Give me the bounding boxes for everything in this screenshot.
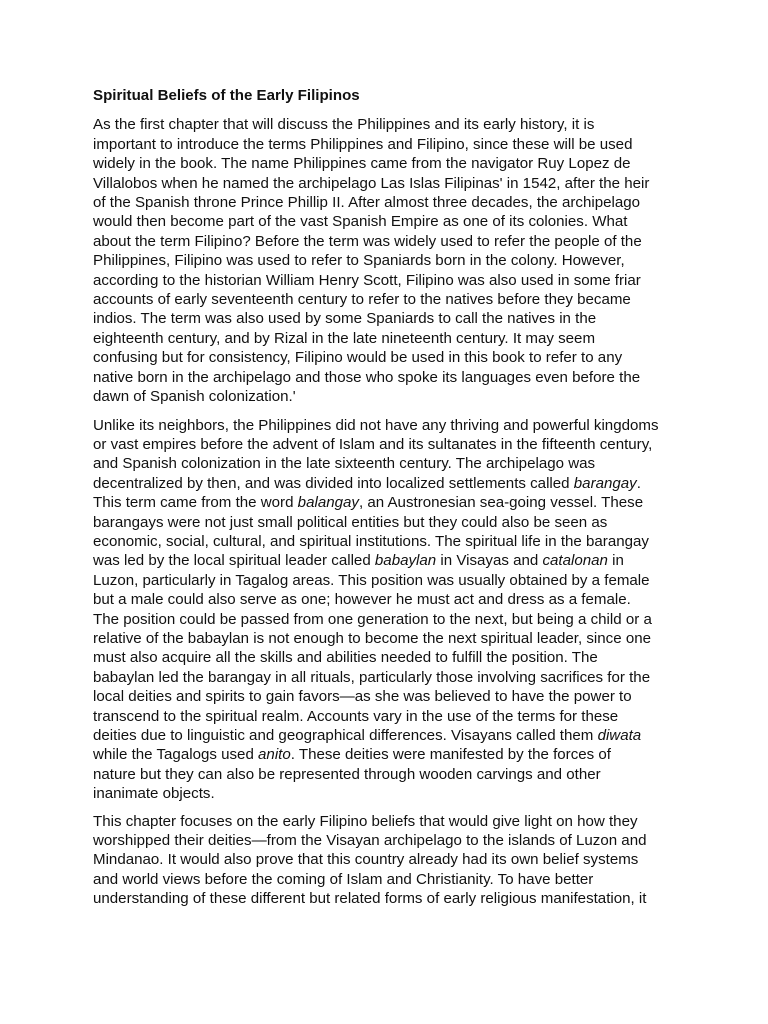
text-line — [93, 707, 693, 726]
text-segment: babaylan led the barangay in all rituals, particularly those involving sacrifices for the — [93, 668, 651, 686]
text-line — [93, 831, 693, 850]
italic-term: catalonan — [542, 552, 608, 570]
text-line — [93, 850, 693, 869]
text-segment: relative of the babaylan is not enough to become the next spiritual leader, since one — [93, 629, 651, 647]
text-line — [93, 387, 693, 406]
paragraphs-container — [93, 115, 693, 908]
paragraph-1 — [93, 115, 693, 406]
text-segment: important to introduce the terms Philippines and Filipino, since these will be used — [93, 135, 633, 153]
document-body — [93, 86, 693, 917]
text-segment: The position could be passed from one generation to the next, but being a child or a — [93, 610, 652, 628]
text-segment: inanimate objects. — [93, 785, 215, 803]
italic-term: balangay — [297, 494, 359, 512]
text-line — [93, 532, 693, 551]
text-line — [93, 812, 693, 831]
text-line — [93, 154, 693, 173]
text-segment: dawn of Spanish colonization.' — [93, 388, 296, 406]
text-segment: in Visayas and — [436, 552, 543, 570]
text-segment: This term came from the word — [93, 494, 298, 512]
text-line — [93, 115, 693, 134]
text-line — [93, 571, 693, 590]
text-line — [93, 416, 693, 435]
text-segment: nature but they can also be represented through wooden carvings and other — [93, 765, 601, 783]
text-line — [93, 668, 693, 687]
text-line — [93, 329, 693, 348]
text-line — [93, 174, 693, 193]
text-line — [93, 232, 693, 251]
text-line — [93, 726, 693, 745]
text-segment: native born in the archipelago and those who spoke its languages even before the — [93, 368, 641, 386]
text-segment: Villalobos when he named the archipelago Las Islas Filipinas' in 1542, after the heir — [93, 174, 650, 192]
text-line — [93, 251, 693, 270]
text-line — [93, 348, 693, 367]
text-segment: worshipped their deities—from the Visayan archipelago to the islands of Luzon and — [93, 832, 647, 850]
text-line — [93, 474, 693, 493]
text-line — [93, 193, 693, 212]
text-line — [93, 493, 693, 512]
italic-term: anito — [258, 746, 291, 764]
text-segment: Philippines, Filipino was used to refer to Spaniards born in the colony. However, — [93, 252, 625, 270]
text-segment: according to the historian William Henry Scott, Filipino was also used in some friar — [93, 271, 641, 289]
text-segment: This chapter focuses on the early Filipino beliefs that would give light on how they — [93, 812, 638, 830]
text-segment: Unlike its neighbors, the Philippines did not have any thriving and powerful kingdoms — [93, 416, 659, 434]
text-line — [93, 889, 693, 908]
paragraph-3 — [93, 812, 693, 909]
text-segment: transcend to the spiritual realm. Accounts vary in the use of the terms for these — [93, 707, 619, 725]
text-segment: in — [607, 552, 624, 570]
text-line — [93, 590, 693, 609]
text-segment: understanding of these different but related forms of early religious manifestation, it — [93, 890, 647, 908]
text-line — [93, 368, 693, 387]
italic-term: barangay — [573, 474, 637, 492]
text-segment: barangays were not just small political entities but they could also be seen as — [93, 513, 608, 531]
text-segment: of the Spanish throne Prince Phillip II. After almost three decades, the archipelago — [93, 194, 641, 212]
text-segment: Mindanao. It would also prove that this country already had its own belief systems — [93, 851, 639, 869]
text-segment: accounts of early seventeenth century to refer to the natives before they became — [93, 291, 631, 309]
text-line — [93, 309, 693, 328]
text-line — [93, 290, 693, 309]
text-line — [93, 745, 693, 764]
text-segment: but a male could also serve as one; however he must act and dress as a female. — [93, 591, 631, 609]
text-segment: . — [636, 474, 641, 492]
text-segment: deities due to linguistic and geographical differences. Visayans called them — [93, 727, 598, 744]
text-segment: , an Austronesian sea-going vessel. These — [358, 494, 644, 512]
text-line — [93, 212, 693, 231]
text-segment: about the term Filipino? Before the term was widely used to refer the people of the — [93, 232, 642, 250]
text-line — [93, 784, 693, 803]
text-segment: while the Tagalogs used — [93, 746, 259, 764]
text-segment: . These deities were manifested by the forces of — [290, 746, 611, 764]
text-segment: eighteenth century, and by Rizal in the late nineteenth century. It may seem — [93, 329, 596, 347]
text-line — [93, 610, 693, 629]
italic-term: babaylan — [374, 552, 437, 570]
text-line — [93, 629, 693, 648]
text-segment: widely in the book. The name Philippines came from the navigator Ruy Lopez de — [93, 155, 631, 173]
text-segment: Luzon, particularly in Tagalog areas. This position was usually obtained by a female — [93, 571, 650, 589]
text-segment: must also acquire all the skills and abilities needed to fulfill the position. The — [93, 649, 598, 667]
text-line — [93, 870, 693, 889]
text-segment: indios. The term was also used by some Spaniards to call the natives in the — [93, 310, 597, 328]
text-segment: and Spanish colonization in the late sixteenth century. The archipelago was — [93, 455, 596, 473]
text-segment: would then become part of the vast Spanish Empire as one of its colonies. What — [93, 213, 628, 231]
text-segment: and world views before the coming of Islam and Christianity. To have better — [93, 870, 594, 888]
text-segment: confusing but for consistency, Filipino would be used in this book to refer to any — [93, 349, 623, 367]
text-segment: local deities and spirits to gain favors—as she was believed to have the power to — [93, 688, 632, 706]
text-line — [93, 687, 693, 706]
document-title: Spiritual Beliefs of the Early Filipinos — [93, 87, 360, 104]
text-line — [93, 135, 693, 154]
text-line — [93, 513, 693, 532]
text-line — [93, 648, 693, 667]
italic-term: diwata — [597, 727, 642, 744]
text-segment: decentralized by then, and was divided into localized settlements called — [93, 474, 574, 492]
text-line — [93, 765, 693, 784]
text-line — [93, 435, 693, 454]
text-line — [93, 454, 693, 473]
text-line — [93, 551, 693, 570]
text-line — [93, 271, 693, 290]
text-segment: was led by the local spiritual leader called — [93, 552, 375, 570]
paragraph-2 — [93, 416, 693, 804]
text-segment: or vast empires before the advent of Islam and its sultanates in the fifteenth century, — [93, 435, 653, 453]
text-segment: economic, social, cultural, and spiritual institutions. The spiritual life in the barangay — [93, 532, 649, 550]
text-segment: As the first chapter that will discuss the Philippines and its early history, it is — [93, 116, 595, 134]
